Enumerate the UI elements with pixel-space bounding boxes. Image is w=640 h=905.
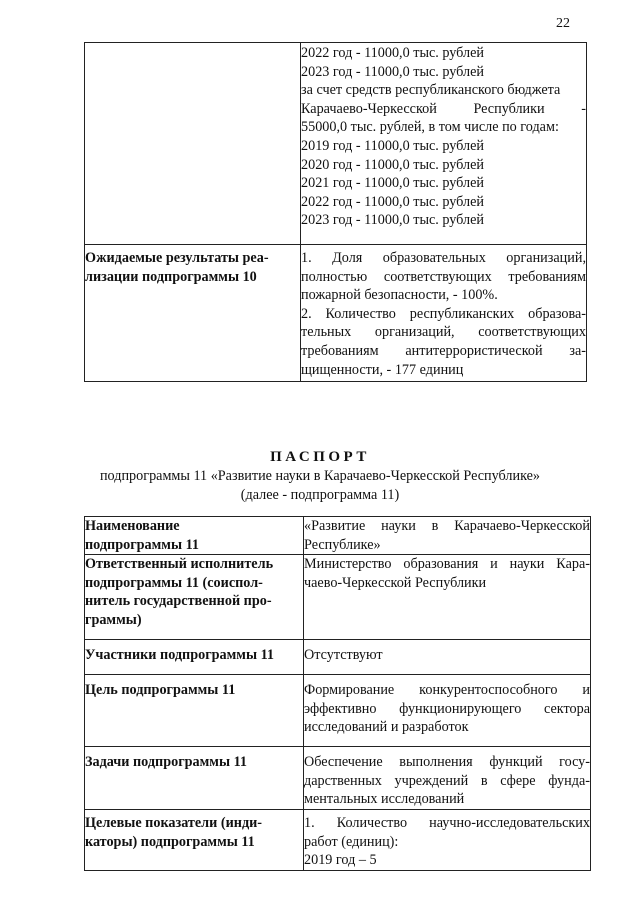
label-line: Задачи подпрограммы 11	[85, 754, 247, 771]
funding-line: 2023 год - 11000,0 тыс. рублей	[301, 63, 485, 80]
value-line: Отсутствуют	[304, 647, 383, 664]
expected-results-label	[85, 245, 301, 382]
funding-line: 2022 год - 11000,0 тыс. рублей	[301, 193, 485, 210]
passport-row-executor	[85, 555, 591, 640]
row-value	[304, 809, 591, 870]
row-label	[85, 640, 304, 675]
value-line: 1. Количество научно-исследовательских	[304, 814, 590, 831]
row-value	[304, 640, 591, 675]
label-line: каторы) подпрограммы 11	[85, 833, 255, 850]
funding-line: Карачаево-Черкесской Республики -	[301, 100, 586, 117]
result-line: тельных организаций, соответствующих	[301, 324, 586, 341]
passport-row-name	[85, 517, 591, 555]
row-label	[85, 747, 304, 810]
row-value	[304, 675, 591, 747]
value-line: ментальных исследований	[304, 791, 465, 808]
label-line: нитель государственной про-	[85, 593, 272, 610]
passport-row-participants	[85, 640, 591, 675]
funding-line: 55000,0 тыс. рублей, в том числе по годам:	[301, 119, 559, 136]
passport-subtitle: подпрограммы 11 «Развитие науки в Карачаево-Черкесской Республике»	[99, 468, 541, 484]
value-line: эффективно функционирующего сектора	[304, 700, 590, 717]
passport-table	[84, 516, 591, 871]
row-label	[85, 517, 304, 555]
funding-value-cell	[301, 43, 587, 245]
value-line: исследований и разработок	[304, 719, 469, 736]
funding-row	[85, 43, 587, 245]
passport-row-goal	[85, 675, 591, 747]
label-line: Участники подпрограммы 11	[85, 647, 274, 664]
funding-results-table	[84, 42, 587, 382]
result-line: 1. Доля образовательных организаций,	[301, 250, 586, 266]
result-line: пожарной безопасности, - 100%.	[301, 287, 498, 304]
result-line: щищенности, - 177 единиц	[301, 361, 464, 378]
funding-line: 2020 год - 11000,0 тыс. рублей	[301, 156, 485, 173]
label-line: Ответственный исполнитель	[85, 556, 274, 573]
label-line: подпрограммы 11	[85, 536, 199, 553]
passport-title: ПАСПОРТ	[270, 449, 370, 465]
result-line: полностью соответствующих требованиям	[301, 268, 586, 285]
passport-row-indicators	[85, 809, 591, 870]
expected-results-value	[301, 245, 587, 382]
result-line: 2. Количество республиканских образова-	[301, 305, 586, 322]
row-value	[304, 517, 591, 555]
value-line: Обеспечение выполнения функций госу-	[304, 754, 590, 771]
row-label	[85, 555, 304, 640]
value-line: Формирование конкурентоспособного и	[304, 682, 590, 699]
value-line: 2019 год – 5	[304, 852, 377, 869]
row-value	[304, 747, 591, 810]
row-label	[85, 809, 304, 870]
label-line: лизации подпрограммы 10	[85, 268, 257, 285]
label-line: Целевые показатели (инди-	[85, 814, 263, 831]
funding-line: 2021 год - 11000,0 тыс. рублей	[301, 175, 485, 192]
value-line: «Развитие науки в Карачаево-Черкесской	[304, 518, 590, 534]
label-line: граммы)	[85, 611, 142, 628]
value-line: чаево-Черкесской Республики	[304, 574, 487, 591]
passport-subtitle-note: (далее - подпрограмма 11)	[240, 487, 400, 503]
expected-results-row	[85, 245, 587, 382]
value-line: дарственных учреждений в сфере фунда-	[304, 772, 590, 789]
funding-line: 2022 год - 11000,0 тыс. рублей	[301, 45, 485, 61]
row-value	[304, 555, 591, 640]
funding-label-cell	[85, 43, 301, 245]
value-line: Республике»	[304, 536, 381, 553]
label-line: подпрограммы 11 (соиспол-	[85, 574, 263, 591]
result-line: требованиям антитеррористической за-	[301, 342, 586, 359]
page-number: 22	[556, 16, 570, 31]
funding-line: за счет средств республиканского бюджета	[301, 82, 561, 99]
value-line: Министерство образования и науки Кара-	[304, 556, 590, 573]
label-line: Ожидаемые результаты реа-	[85, 250, 269, 266]
funding-line: 2019 год - 11000,0 тыс. рублей	[301, 137, 485, 154]
value-line: работ (единиц):	[304, 833, 399, 850]
label-line: Наименование	[85, 518, 180, 534]
funding-line: 2023 год - 11000,0 тыс. рублей	[301, 212, 485, 229]
label-line: Цель подпрограммы 11	[85, 682, 236, 699]
row-label	[85, 675, 304, 747]
passport-row-tasks	[85, 747, 591, 810]
